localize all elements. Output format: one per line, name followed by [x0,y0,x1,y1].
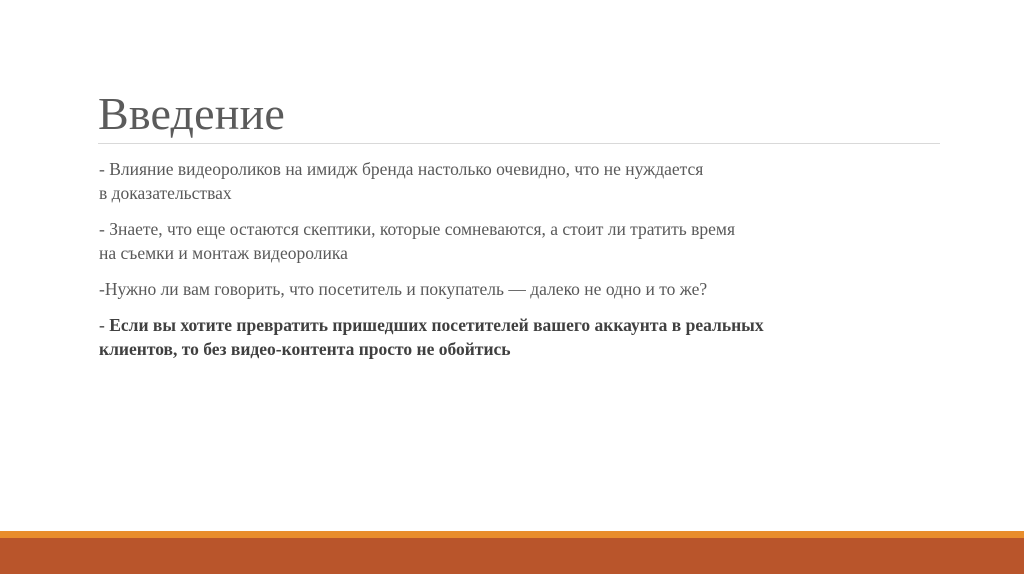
paragraph-3 [99,277,929,301]
paragraph-2-line-1: - Знаете, что еще остаются скептики, которые сомневаются, а стоит ли тратить время [99,219,736,239]
paragraph-3-line-1: -Нужно ли вам говорить, что посетитель и покупатель — далеко не одно и то же? [99,279,708,299]
paragraph-1-line-1: - Влияние видеороликов на имидж бренда настолько очевидно, что не нуждается [99,159,704,179]
paragraph-1 [99,157,929,205]
paragraph-2-line-2: на съемки и монтаж видеоролика [99,243,348,263]
footer-accent-stripe [0,531,1024,538]
paragraph-4-dash: - [99,315,110,335]
paragraph-4-line-1: Если вы хотите превратить пришедших посетителей вашего аккаунта в реальных [109,315,764,335]
paragraph-4-line-2: клиентов, то без видео-контента просто не обойтись [99,339,511,359]
slide-title: Введение [98,88,286,139]
paragraph-2 [99,217,929,265]
footer-band [0,538,1024,574]
slide-body [99,157,929,373]
title-divider [98,143,940,144]
paragraph-1-line-2: в доказательствах [99,183,232,203]
paragraph-4 [99,313,929,361]
